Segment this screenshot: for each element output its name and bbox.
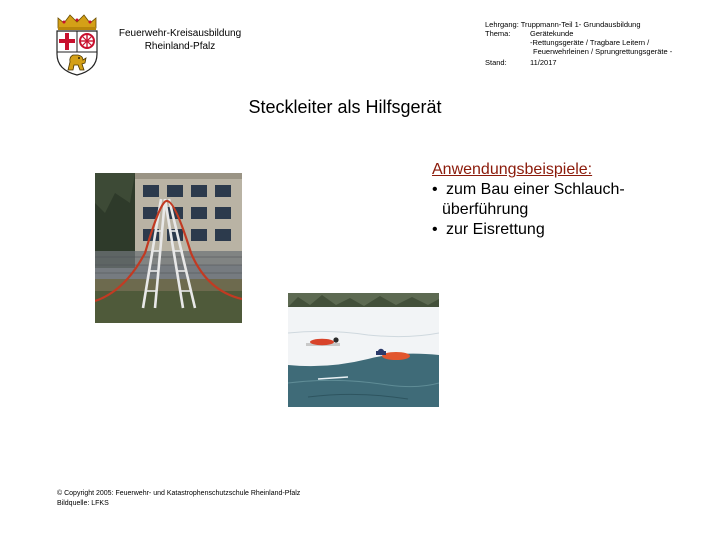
list-item-text: zur Eisrettung xyxy=(446,221,545,238)
stand-row xyxy=(485,58,715,67)
footer xyxy=(57,489,377,508)
topic-value: Gerätekunde xyxy=(530,29,574,38)
coat-of-arms-logo xyxy=(52,12,102,76)
topic-label: Thema: xyxy=(485,29,511,38)
bullet: • xyxy=(432,221,438,238)
list-item-text: zum Bau einer Schlauch- xyxy=(446,181,625,198)
topic-line-2: -Rettungsgeräte / Tragbare Leitern / xyxy=(530,38,650,47)
organization-line-2: Rheinland-Pfalz xyxy=(144,41,216,52)
ladder-hose-bridge-photo xyxy=(95,173,242,323)
bullet: • xyxy=(432,181,438,198)
stand-label: Stand: xyxy=(485,58,507,67)
copyright-notice: © Copyright 2005: Feuerwehr- und Katastrophenschutzschule Rheinland-Pfalz xyxy=(57,490,301,497)
topic-row xyxy=(485,29,715,38)
ice-rescue-photo xyxy=(288,293,439,407)
uses-heading: Anwendungsbeispiele: xyxy=(432,161,593,178)
list-item xyxy=(432,180,712,200)
course-info xyxy=(485,20,715,67)
uses-list xyxy=(432,160,712,240)
stand-value: 11/2017 xyxy=(530,58,557,67)
topic-line-3: Feuerwehrleinen / Sprungrettungsgeräte - xyxy=(533,47,673,56)
slide-title: Steckleiter als Hilfsgerät xyxy=(248,97,442,117)
list-item xyxy=(432,220,712,240)
list-item-continuation: überführung xyxy=(442,201,529,218)
course-title: Lehrgang: Truppmann-Teil 1- Grundausbildung xyxy=(485,20,641,29)
organization-header xyxy=(100,27,260,53)
image-source: Bildquelle: LFKS xyxy=(57,499,109,507)
organization-line-1: Feuerwehr-Kreisausbildung xyxy=(118,28,242,39)
